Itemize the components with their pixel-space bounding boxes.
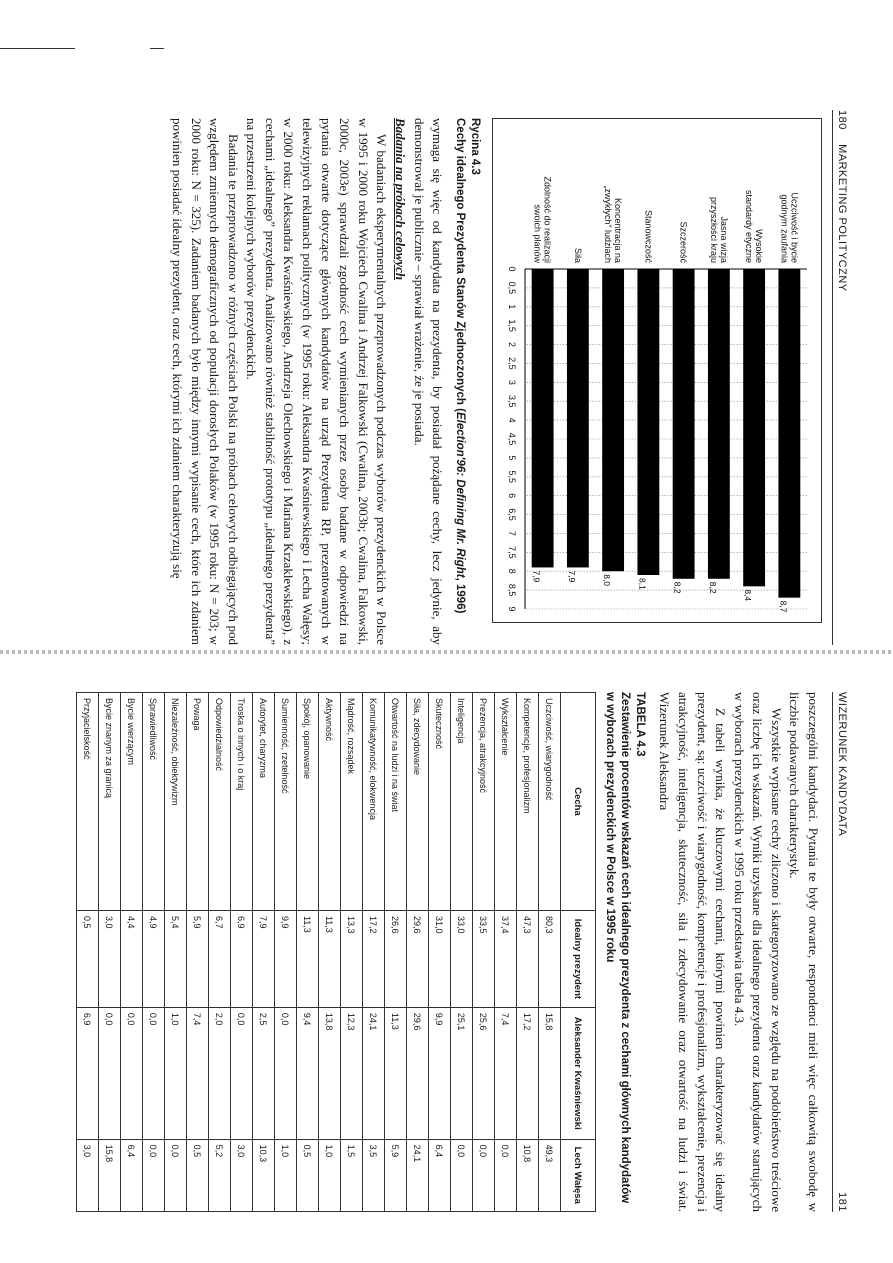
table-cell-value: 6,7 <box>208 910 230 1007</box>
table-cell-value: 5,9 <box>186 910 208 1007</box>
table-row <box>120 693 142 1212</box>
table-cell-value: 1,0 <box>274 1139 296 1211</box>
table-cell-value: 0,0 <box>450 1139 472 1211</box>
table-cell-value: 9,9 <box>274 910 296 1007</box>
bar-chart <box>492 118 822 623</box>
table-row <box>252 693 274 1212</box>
table-cell-value: 2,0 <box>208 1007 230 1139</box>
x-tick-label: 3 <box>507 379 517 385</box>
table-row <box>406 693 428 1212</box>
table-cell-trait: Otwartość na ludzi i na świat <box>384 693 406 911</box>
table-cell-value: 0,0 <box>230 1007 252 1139</box>
bar-value-label: 8,4 <box>743 589 754 602</box>
table-cell-value: 80,3 <box>538 910 560 1007</box>
table-cell-value: 17,2 <box>362 910 384 1007</box>
table-cell-value: 24,1 <box>406 1139 428 1211</box>
table-cell-value: 0,0 <box>142 1007 164 1139</box>
table-cell-value: 24,1 <box>362 1007 384 1139</box>
table-row <box>142 693 164 1212</box>
table-row <box>186 693 208 1212</box>
x-tick-label: 1 <box>507 304 517 310</box>
table-cell-value: 1,5 <box>340 1139 362 1211</box>
column-header: Lech Wałęsa <box>560 1139 595 1211</box>
table-cell-value: 11,3 <box>296 910 318 1007</box>
table-cell-value: 1,0 <box>318 1139 340 1211</box>
table-cell-value: 0,0 <box>494 1139 516 1211</box>
table-cell-value: 0,5 <box>76 910 98 1007</box>
table-cell-value: 0,0 <box>120 1007 142 1139</box>
table-row <box>494 693 516 1212</box>
table-cell-trait: Troska o innych i o kraj <box>230 693 252 911</box>
table-cell-value: 29,6 <box>406 1007 428 1139</box>
table-cell-value: 9,4 <box>296 1007 318 1139</box>
table-cell-value: 10,8 <box>516 1139 538 1211</box>
table-cell-value: 10,3 <box>252 1139 274 1211</box>
table-cell-trait: Bycie wierzącym <box>120 693 142 911</box>
table-cell-value: 6,4 <box>428 1139 450 1211</box>
table-cell-value: 33,5 <box>472 910 494 1007</box>
table-cell-value: 15,8 <box>538 1007 560 1139</box>
x-tick-label: 7,5 <box>507 546 517 559</box>
left-body <box>167 118 446 645</box>
table-row <box>318 693 340 1212</box>
column-header: Aleksander Kwaśniewski <box>560 1007 595 1139</box>
page-number: 181 <box>836 1192 848 1212</box>
table-cell-trait: Autorytet, charyzma <box>252 693 274 911</box>
page-number: 180 <box>836 110 848 130</box>
bar <box>743 269 765 586</box>
table-cell-value: 4,4 <box>120 910 142 1007</box>
table-cell-value: 25,6 <box>472 1007 494 1139</box>
table-cell-value: 3,0 <box>76 1139 98 1211</box>
table-cell-trait: Siła, zdecydowanie <box>406 693 428 911</box>
paragraph: Z tabeli wynika, że kluczowymi cechami, którymi powinien charakteryzować się idealny prezydent, są: uczciwość i wiarygodność, kompetencje i profesjonalizm, wykształcenie, prezencja i atrakcyjność, inteligencja, skuteczność, siła i zdecydowanie oraz otwartość na ludzi i świat. Wizerunek Aleksandra <box>657 692 729 1212</box>
table-cell-trait: Bycie znanym za granicą <box>98 693 120 911</box>
category-label: Stanowczość <box>643 209 654 263</box>
paragraph: poszczególni kandydaci. Pytania te były otwarte, respondenci mieli więc całkowitą swobodę w liczbie podawanych charakterystyk. <box>787 692 821 1212</box>
table-row <box>274 693 296 1212</box>
table-row <box>384 693 406 1212</box>
x-tick-label: 2,5 <box>507 357 517 370</box>
table-body <box>76 693 560 1212</box>
column-header: Idealny prezydent <box>560 910 595 1007</box>
scan-mark-left <box>0 48 75 49</box>
bar <box>532 269 554 567</box>
category-label: Wysokiestandardy etyczne <box>744 189 765 263</box>
table-row <box>538 693 560 1212</box>
table-cell-trait: Niezależność, obiektywizm <box>164 693 186 911</box>
paragraph: wymaga się więc od kandydata na prezydenta, by posiadał pożądane cechy, lecz jedynie, aby demonstrował je publicznie – sprawiał wrażenie, że je posiada. <box>411 118 446 645</box>
column-header: Cecha <box>560 693 595 911</box>
running-title: MARKETING POLITYCZNY <box>836 144 848 292</box>
table-cell-value: 0,0 <box>164 1139 186 1211</box>
page-180 <box>18 110 848 645</box>
bar-value-label: 8,1 <box>637 578 648 590</box>
table-cell-trait: Sprawiedliwość <box>142 693 164 911</box>
table-row <box>362 693 384 1212</box>
bar <box>567 269 589 567</box>
table-row <box>98 693 120 1212</box>
x-tick-label: 2 <box>507 342 517 348</box>
figure-caption-text: Cechy idealnego Prezydenta Stanów Zjednoczonych ( <box>454 118 467 412</box>
table-cell-trait: Wykształcenie <box>494 693 516 911</box>
table-cell-value: 3,5 <box>362 1139 384 1211</box>
table-cell-value: 13,3 <box>340 910 362 1007</box>
x-tick-label: 3,5 <box>507 394 517 408</box>
table-cell-trait: Uczciwość, wiarygodność <box>538 693 560 911</box>
bar <box>778 269 800 598</box>
bar <box>637 269 659 575</box>
table-cell-value: 0,0 <box>98 1007 120 1139</box>
table-row <box>296 693 318 1212</box>
table-cell-value: 1,0 <box>164 1007 186 1139</box>
x-tick-label: 8 <box>507 568 517 574</box>
page-181 <box>18 692 848 1212</box>
x-tick-label: 0 <box>507 266 517 272</box>
table-cell-value: 0,0 <box>142 1139 164 1211</box>
table-cell-trait: Przyjacielskość <box>76 693 98 911</box>
table-cell-trait: Spokój, opanowanie <box>296 693 318 911</box>
table-cell-value: 3,0 <box>98 910 120 1007</box>
table-header-row <box>560 693 595 1212</box>
table-cell-value: 5,9 <box>384 1139 406 1211</box>
bar-value-label: 7,9 <box>531 570 542 583</box>
table-cell-value: 17,2 <box>516 1007 538 1139</box>
paragraph: W badaniach eksperymentalnych przeprowadzonych podczas wyborów prezydenckich w Polsce w 1995 i 2000 roku Wojciech Cwalina i Andrzej Falkowski (Cwalina, 2003b; Cwalina, Falkowski, 2000c, 2003e) sprawdzali zgodność cech wymienianych przez osoby badane w odpowiedzi na pytania otwarte dotyczące głównych kandydatów na urząd Prezydenta RP, prezentowanych w telewizyjnych reklamach politycznych (w 1995 roku: Aleksandra Kwaśniewskiego i Lecha Wałęsy; w 2000 roku: Aleksandra Kwaśniewskiego, Andrzeja Olechowskiego i Mariana Krzaklewskiego), z cechami „idealnego” prezydenta. Analizowano również stabilność prototypu „idealnego prezydenta” na przestrzeni kolejnych wyborów prezydenckich. <box>244 118 390 645</box>
table-cell-value: 13,8 <box>318 1007 340 1139</box>
table-cell-value: 49,3 <box>538 1139 560 1211</box>
right-body <box>655 692 822 1212</box>
table-row <box>208 693 230 1212</box>
x-tick-label: 5,5 <box>507 470 517 484</box>
x-tick-label: 6 <box>507 493 517 499</box>
table-row <box>472 693 494 1212</box>
category-label: Siła <box>572 247 583 263</box>
category-label: Zdolność do realizacjiswoich planów <box>532 176 553 263</box>
paragraph: Wszystkie wypisane cechy zliczono i skategoryzowano ze względu na podobieństwo treściowe oraz liczbę ich wskazań. Wyniki uzyskane dla idealnego prezydenta oraz kandydatów startujących w wyborach prezydenckich w 1995 roku przedstawia tabela 4.3. <box>731 692 784 1212</box>
table-cell-value: 11,3 <box>318 910 340 1007</box>
table-row <box>230 693 252 1212</box>
table-cell-trait: Aktywność <box>318 693 340 911</box>
x-tick-label: 1,5 <box>507 319 517 332</box>
table-cell-value: 15,8 <box>98 1139 120 1211</box>
table-cell-value: 31,0 <box>428 910 450 1007</box>
x-tick-label: 5 <box>507 455 517 461</box>
bar-value-label: 8,0 <box>602 574 613 587</box>
table-cell-value: 6,9 <box>230 910 252 1007</box>
table-cell-value: 25,1 <box>450 1007 472 1139</box>
table-title: Zestawienie procentów wskazań cech idealnego prezydenta z cechami głównych kandydatów w wyborach prezydenckich w Polsce w 1995 roku <box>603 692 631 1204</box>
running-title: WIZERUNEK KANDYDATA <box>836 692 848 837</box>
table-label: TABELA 4.3 <box>633 692 646 757</box>
table-cell-trait: Inteligencja <box>450 693 472 911</box>
x-tick-label: 0,5 <box>507 281 517 295</box>
figure-caption-end: , 1996) <box>454 577 467 614</box>
table-cell-value: 0,0 <box>472 1139 494 1211</box>
x-tick-label: 4 <box>507 417 517 423</box>
table-cell-trait: Kompetencje, profesjonalizm <box>516 693 538 911</box>
figure-label: Rycina 4.3 <box>469 118 481 175</box>
category-label: Uczciwość i byciegodnym zaufania <box>779 192 800 263</box>
table-cell-value: 47,3 <box>516 910 538 1007</box>
table-cell-trait: Powaga <box>186 693 208 911</box>
x-tick-label: 8,5 <box>507 583 517 597</box>
table-cell-value: 0,0 <box>274 1007 296 1139</box>
table-cell-value: 6,4 <box>120 1139 142 1211</box>
paragraph: Badania te przeprowadzono w różnych częściach Polski na próbach celowych odbiegających pod względem zmiennych demograficznych od populacji dorosłych Polaków (w 1995 roku: N = 203; w 2000 roku: N = 325). Zadaniem badanych było między innymi wypisanie cech, które ich zdaniem powinien posiadać idealny prezydent, oraz cech, którymi ich zdaniem charakteryzują się <box>170 118 241 645</box>
table-cell-trait: Sumienność, rzetelność <box>274 693 296 911</box>
table-cell-trait: Odpowiedzialność <box>208 693 230 911</box>
x-tick-label: 6,5 <box>507 508 517 521</box>
table-cell-value: 26,6 <box>384 910 406 1007</box>
table-row <box>340 693 362 1212</box>
table-row <box>164 693 186 1212</box>
figure-caption <box>452 118 482 645</box>
data-table <box>76 692 596 1212</box>
section-heading: Badania na próbach celowych <box>392 118 408 281</box>
scan-mark-right <box>150 48 164 49</box>
table-cell-value: 37,4 <box>494 910 516 1007</box>
chart-svg <box>493 119 821 622</box>
table-cell-value: 7,4 <box>186 1007 208 1139</box>
bar-value-label: 8,2 <box>672 581 683 594</box>
table-cell-trait: Prezencja, atrakcyjność <box>472 693 494 911</box>
table-row <box>516 693 538 1212</box>
table-row <box>76 693 98 1212</box>
category-label: Koncentracja na„zwykłych” ludziach <box>603 185 624 263</box>
table-cell-value: 11,3 <box>384 1007 406 1139</box>
running-head-right <box>832 692 848 1212</box>
table-cell-trait: Mądrość, rozsądek <box>340 693 362 911</box>
bar <box>602 269 624 571</box>
table-cell-trait: Komunikatywność, elokwencja <box>362 693 384 911</box>
bar-value-label: 8,2 <box>707 581 718 594</box>
bar-value-label: 7,9 <box>566 570 577 583</box>
x-tick-label: 4,5 <box>507 432 517 446</box>
table-cell-value: 9,9 <box>428 1007 450 1139</box>
table-cell-trait: Skuteczność <box>428 693 450 911</box>
figure-caption-source: Election'96: Defining Mr. Right <box>454 411 467 578</box>
table-cell-value: 0,5 <box>186 1139 208 1211</box>
x-tick-label: 9 <box>507 606 517 612</box>
table-row <box>428 693 450 1212</box>
table-row <box>450 693 472 1212</box>
running-head-left <box>832 110 848 645</box>
table-cell-value: 6,9 <box>76 1007 98 1139</box>
table-cell-value: 5,4 <box>164 910 186 1007</box>
table-caption <box>602 692 647 1212</box>
table-cell-value: 0,5 <box>296 1139 318 1211</box>
table-cell-value: 7,9 <box>252 910 274 1007</box>
table-cell-value: 2,5 <box>252 1007 274 1139</box>
table-cell-value: 12,3 <box>340 1007 362 1139</box>
table-cell-value: 3,0 <box>230 1139 252 1211</box>
bar <box>708 269 730 579</box>
table-cell-value: 5,2 <box>208 1139 230 1211</box>
table-cell-value: 7,4 <box>494 1007 516 1139</box>
bar <box>673 269 695 579</box>
page-fold-line <box>0 650 893 654</box>
table-cell-value: 33,0 <box>450 910 472 1007</box>
x-tick-label: 7 <box>507 530 517 536</box>
table-cell-value: 4,9 <box>142 910 164 1007</box>
bar-value-label: 8,7 <box>778 600 789 613</box>
table-cell-value: 29,6 <box>406 910 428 1007</box>
category-label: Szczerość <box>678 221 689 263</box>
category-label: Jasna wizjaprzyszłości kraju <box>708 196 729 263</box>
